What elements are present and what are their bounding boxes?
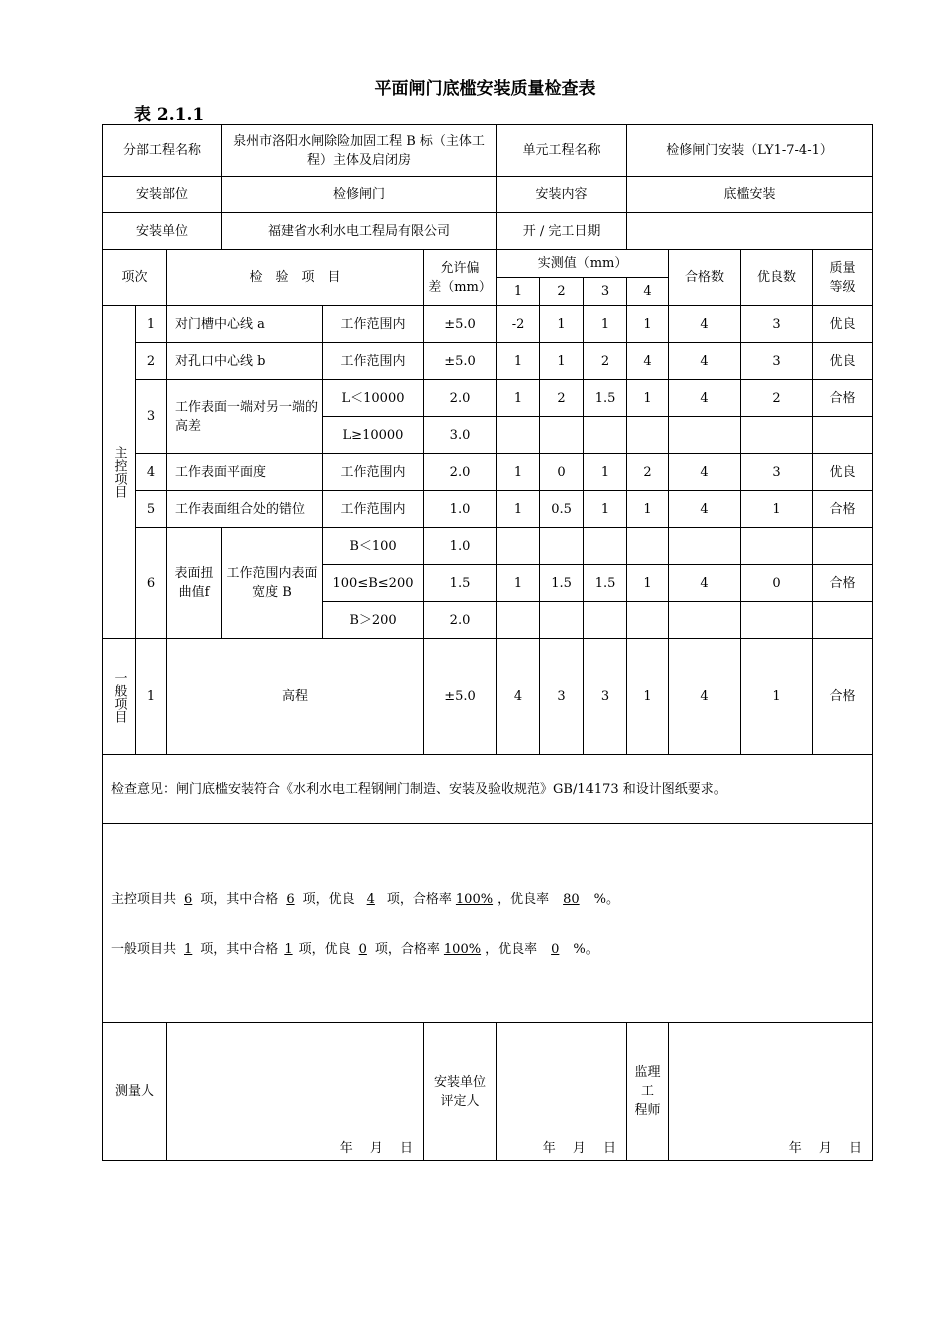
col-zhiliang-line1: 质量 [829, 260, 856, 276]
row-tol: 1.0 [424, 528, 497, 565]
row-cond: 工作范围内 [323, 343, 424, 380]
row-v3: 1 [584, 454, 627, 491]
row-grade: 优良 [813, 306, 873, 343]
summary-general: 一般项目共 1 项，其中合格 1 项，优良 0 项，合格率 100% ，优良率 0 %。 [111, 942, 599, 957]
row-item: 工作表面组合处的错位 [167, 491, 323, 528]
row-tol: ±5.0 [424, 639, 497, 755]
row-good: 3 [741, 343, 813, 380]
col-zhiliang [813, 250, 873, 306]
table-row [103, 306, 873, 343]
row-grade: 优良 [813, 343, 873, 380]
row-v3 [584, 602, 627, 639]
row-v4: 4 [627, 343, 669, 380]
row-v2: 1.5 [540, 565, 584, 602]
row-grade [813, 602, 873, 639]
table-row [103, 343, 873, 380]
row-tol: 1.5 [424, 565, 497, 602]
row-v2: 0 [540, 454, 584, 491]
row-good: 0 [741, 565, 813, 602]
col-m2: 2 [540, 278, 584, 306]
row-v1 [497, 417, 540, 454]
row-pass: 4 [669, 343, 741, 380]
col-yunxu [424, 250, 497, 306]
page-title: 平面闸门底槛安装质量检查表 [374, 79, 596, 99]
row-v4: 1 [627, 306, 669, 343]
table-row [103, 380, 873, 417]
col-yunxu-line1: 允许偏 [440, 260, 480, 276]
row-item: 对孔口中心线 b [167, 343, 323, 380]
row-no: 4 [136, 454, 167, 491]
row-good: 1 [741, 639, 813, 755]
row-v1: 1 [497, 380, 540, 417]
column-header-row-1 [103, 250, 873, 278]
col-zhiliang-line2: 等级 [829, 279, 856, 295]
row-tol: 2.0 [424, 454, 497, 491]
row-no: 1 [136, 306, 167, 343]
row-v2 [540, 528, 584, 565]
inspection-table [102, 124, 873, 1161]
row-no: 5 [136, 491, 167, 528]
row-v2 [540, 602, 584, 639]
row-v1: 1 [497, 454, 540, 491]
row-v1: 4 [497, 639, 540, 755]
row-pass [669, 528, 741, 565]
row-v3: 1 [584, 491, 627, 528]
row-sub: 工作范围内表面宽度 B [222, 528, 323, 639]
group-main [103, 306, 136, 639]
col-shice: 实测值（mm） [497, 250, 669, 278]
row-grade [813, 528, 873, 565]
summary-cell [103, 824, 873, 1023]
supervisor-sign [669, 1023, 873, 1161]
row-grade: 合格 [813, 380, 873, 417]
row-item: 对门槽中心线 a [167, 306, 323, 343]
table-row [103, 491, 873, 528]
measurer-label: 测量人 [103, 1023, 167, 1161]
riqi-label: 开 / 完工日期 [497, 213, 627, 250]
riqi-value [627, 213, 873, 250]
col-m3: 3 [584, 278, 627, 306]
table-row [103, 454, 873, 491]
row-tol: 1.0 [424, 491, 497, 528]
row-v1 [497, 602, 540, 639]
row-v4: 1 [627, 380, 669, 417]
row-v4 [627, 528, 669, 565]
table-row [103, 528, 873, 565]
row-cond: L≥10000 [323, 417, 424, 454]
measurer-date: 年 月 日 [339, 1141, 413, 1156]
row-v3: 1 [584, 306, 627, 343]
neirong-label: 安装内容 [497, 177, 627, 213]
row-pass [669, 417, 741, 454]
header-row-3 [103, 213, 873, 250]
header-row-2 [103, 177, 873, 213]
table-number: 表 2.1.1 [134, 105, 205, 125]
row-v3: 1.5 [584, 380, 627, 417]
row-pass [669, 602, 741, 639]
row-grade: 合格 [813, 565, 873, 602]
row-tol: 3.0 [424, 417, 497, 454]
row-v2: 1 [540, 306, 584, 343]
row-v1 [497, 528, 540, 565]
row-cond: B＞200 [323, 602, 424, 639]
opinion-row [103, 755, 873, 824]
row-v4: 1 [627, 565, 669, 602]
row-v3 [584, 417, 627, 454]
row-cond: L＜10000 [323, 380, 424, 417]
installer-label: 安装单位 评定人 [424, 1023, 497, 1161]
row-v1: 1 [497, 565, 540, 602]
row-pass: 4 [669, 491, 741, 528]
row-v2: 0.5 [540, 491, 584, 528]
installer-sign [497, 1023, 627, 1161]
row-good: 1 [741, 491, 813, 528]
row-v3: 3 [584, 639, 627, 755]
row-v3: 1.5 [584, 565, 627, 602]
buwei-value: 检修闸门 [222, 177, 497, 213]
row-item: 工作表面一端对另一端的高差 [167, 380, 323, 454]
inspection-opinion: 检查意见：闸门底槛安装符合《水利水电工程钢闸门制造、安装及验收规范》GB/14173 和设计图纸要求。 [103, 755, 873, 824]
row-v4 [627, 602, 669, 639]
row-good: 3 [741, 306, 813, 343]
danwei-value: 福建省水利水电工程局有限公司 [222, 213, 497, 250]
row-grade: 合格 [813, 639, 873, 755]
row-v2: 1 [540, 343, 584, 380]
header-row-1 [103, 125, 873, 177]
row-cond: 100≤B≤200 [323, 565, 424, 602]
danwei-label: 安装单位 [103, 213, 222, 250]
fenbu-value: 泉州市洛阳水闸除险加固工程 B 标（主体工程）主体及启闭房 [222, 125, 497, 177]
row-pass: 4 [669, 639, 741, 755]
row-grade: 合格 [813, 491, 873, 528]
row-good [741, 602, 813, 639]
col-m1: 1 [497, 278, 540, 306]
row-good: 2 [741, 380, 813, 417]
installer-date: 年 月 日 [542, 1141, 617, 1156]
row-v4: 1 [627, 491, 669, 528]
row-item: 表面扭曲值f [167, 528, 222, 639]
row-v2: 2 [540, 380, 584, 417]
row-no: 2 [136, 343, 167, 380]
row-v3: 2 [584, 343, 627, 380]
supervisor-date: 年 月 日 [788, 1141, 863, 1156]
row-item: 工作表面平面度 [167, 454, 323, 491]
danyuan-value: 检修闸门安装（LY1-7-4-1） [627, 125, 873, 177]
row-v1: 1 [497, 491, 540, 528]
table-row-general [103, 639, 873, 755]
buwei-label: 安装部位 [103, 177, 222, 213]
row-grade [813, 417, 873, 454]
group-main-label: 主控项目 [111, 446, 127, 498]
row-v4: 2 [627, 454, 669, 491]
summary-main: 主控项目共 6 项，其中合格 6 项，优良 4 项，合格率 100% ，优良率 80 %。 [111, 892, 619, 907]
row-cond: 工作范围内 [323, 454, 424, 491]
col-youliang: 优良数 [741, 250, 813, 306]
row-cond: 工作范围内 [323, 306, 424, 343]
row-tol: ±5.0 [424, 343, 497, 380]
row-tol: ±5.0 [424, 306, 497, 343]
row-v2 [540, 417, 584, 454]
row-good [741, 417, 813, 454]
signature-row [103, 1023, 873, 1161]
row-pass: 4 [669, 306, 741, 343]
row-no: 1 [136, 639, 167, 755]
row-pass: 4 [669, 380, 741, 417]
fenbu-label: 分部工程名称 [103, 125, 222, 177]
neirong-value: 底槛安装 [627, 177, 873, 213]
row-v4 [627, 417, 669, 454]
row-cond: B＜100 [323, 528, 424, 565]
row-pass: 4 [669, 454, 741, 491]
summary-row [103, 824, 873, 1023]
group-general-label: 一般项目 [111, 670, 127, 723]
measurer-sign [167, 1023, 424, 1161]
row-v1: -2 [497, 306, 540, 343]
row-pass: 4 [669, 565, 741, 602]
row-v3 [584, 528, 627, 565]
col-hege: 合格数 [669, 250, 741, 306]
row-v2: 3 [540, 639, 584, 755]
row-good: 3 [741, 454, 813, 491]
col-yunxu-line2: 差（mm） [428, 279, 492, 295]
row-v1: 1 [497, 343, 540, 380]
row-tol: 2.0 [424, 380, 497, 417]
group-general [103, 639, 136, 755]
col-m4: 4 [627, 278, 669, 306]
row-cond: 工作范围内 [323, 491, 424, 528]
danyuan-label: 单元工程名称 [497, 125, 627, 177]
col-xiangci: 项次 [103, 250, 167, 306]
row-item: 高程 [167, 639, 424, 755]
row-no: 3 [136, 380, 167, 454]
col-jianyan: 检 验 项 目 [167, 250, 424, 306]
row-grade: 优良 [813, 454, 873, 491]
supervisor-label: 监理工 程师 [627, 1023, 669, 1161]
row-v4: 1 [627, 639, 669, 755]
row-no: 6 [136, 528, 167, 639]
row-tol: 2.0 [424, 602, 497, 639]
row-good [741, 528, 813, 565]
